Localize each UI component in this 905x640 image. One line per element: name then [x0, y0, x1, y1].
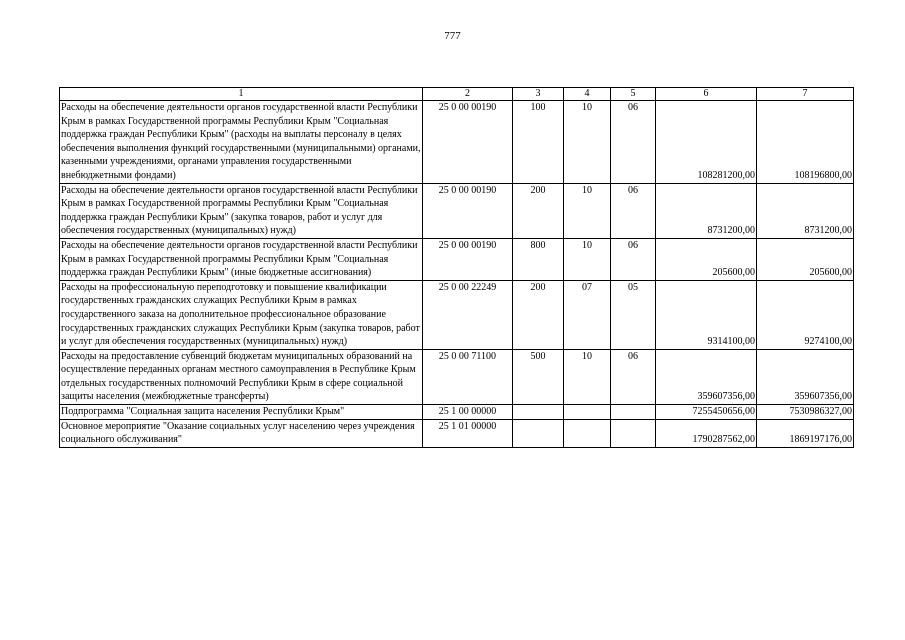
amount-col6: 8731200,00 [656, 183, 757, 238]
section-code: 10 [564, 183, 611, 238]
amount-col6: 205600,00 [656, 238, 757, 280]
section-code: 07 [564, 280, 611, 349]
subsection-code: 06 [611, 349, 656, 404]
subsection-code [611, 419, 656, 447]
expense-name: Основное мероприятие "Оказание социальных услуг населению через учреждения социального обслуживания" [60, 419, 423, 447]
amount-col7: 7530986327,00 [757, 405, 854, 420]
target-article-code: 25 0 00 00190 [423, 238, 513, 280]
column-header: 5 [611, 88, 656, 101]
header-row [60, 88, 854, 101]
subsection-code [611, 405, 656, 420]
section-code [564, 405, 611, 420]
table-row [60, 183, 854, 238]
section-code: 10 [564, 238, 611, 280]
expense-type-code: 200 [513, 183, 564, 238]
expense-name: Расходы на обеспечение деятельности органов государственной власти Республики Крым в рамках Государственной программы Республики Крым "Социальная поддержка граждан Республики Крым" (закупка товаров, работ и услуг для обеспечения государственных (муниципальных) нужд) [60, 183, 423, 238]
table-row [60, 419, 854, 447]
page-number: 777 [444, 30, 461, 42]
amount-col6: 9314100,00 [656, 280, 757, 349]
amount-col7: 1869197176,00 [757, 419, 854, 447]
table-row [60, 349, 854, 404]
expense-type-code: 500 [513, 349, 564, 404]
amount-col6: 7255450656,00 [656, 405, 757, 420]
expense-type-code [513, 419, 564, 447]
section-code: 10 [564, 349, 611, 404]
column-header: 2 [423, 88, 513, 101]
table-row [60, 280, 854, 349]
amount-col7: 359607356,00 [757, 349, 854, 404]
expense-type-code: 800 [513, 238, 564, 280]
amount-col7: 108196800,00 [757, 101, 854, 184]
expense-name: Расходы на обеспечение деятельности органов государственной власти Республики Крым в рамках Государственной программы Республики Крым "Социальная поддержка граждан Республики Крым" (расходы на выплаты персоналу в целях обеспечения выполнения функций государственными (муниципальными) органами, казенными учреждениями, органами управления государственными внебюджетными фондами) [60, 101, 423, 184]
subsection-code: 06 [611, 238, 656, 280]
expense-name: Расходы на обеспечение деятельности органов государственной власти Республики Крым в рамках Государственной программы Республики Крым "Социальная поддержка граждан Республики Крым" (иные бюджетные ассигнования) [60, 238, 423, 280]
table-row [60, 238, 854, 280]
section-code [564, 419, 611, 447]
target-article-code: 25 0 00 71100 [423, 349, 513, 404]
expense-type-code: 200 [513, 280, 564, 349]
amount-col7: 9274100,00 [757, 280, 854, 349]
amount-col6: 108281200,00 [656, 101, 757, 184]
target-article-code: 25 1 00 00000 [423, 405, 513, 420]
column-header: 4 [564, 88, 611, 101]
target-article-code: 25 1 01 00000 [423, 419, 513, 447]
subsection-code: 06 [611, 183, 656, 238]
target-article-code: 25 0 00 00190 [423, 101, 513, 184]
expense-name: Расходы на предоставление субвенций бюджетам муниципальных образований на осуществление переданных органам местного самоуправления в Республике Крым отдельных государственных полномочий Республики Крым в сфере социальной защиты населения (межбюджетные трансферты) [60, 349, 423, 404]
subsection-code: 06 [611, 101, 656, 184]
table-row [60, 405, 854, 420]
expense-name: Подпрограмма "Социальная защита населения Республики Крым" [60, 405, 423, 420]
column-header: 3 [513, 88, 564, 101]
expense-name: Расходы на профессиональную переподготовку и повышение квалификации государственных гражданских служащих Республики Крым в рамках государственного заказа на дополнительное профессиональное образование государственных гражданских служащих Республики Крым (закупка товаров, работ и услуг для обеспечения государственных (муниципальных) нужд) [60, 280, 423, 349]
table-row [60, 101, 854, 184]
subsection-code: 05 [611, 280, 656, 349]
expense-type-code [513, 405, 564, 420]
column-header: 7 [757, 88, 854, 101]
target-article-code: 25 0 00 00190 [423, 183, 513, 238]
section-code: 10 [564, 101, 611, 184]
amount-col7: 205600,00 [757, 238, 854, 280]
column-header: 6 [656, 88, 757, 101]
target-article-code: 25 0 00 22249 [423, 280, 513, 349]
column-header: 1 [60, 88, 423, 101]
amount-col6: 1790287562,00 [656, 419, 757, 447]
amount-col6: 359607356,00 [656, 349, 757, 404]
amount-col7: 8731200,00 [757, 183, 854, 238]
budget-table [59, 87, 854, 448]
expense-type-code: 100 [513, 101, 564, 184]
